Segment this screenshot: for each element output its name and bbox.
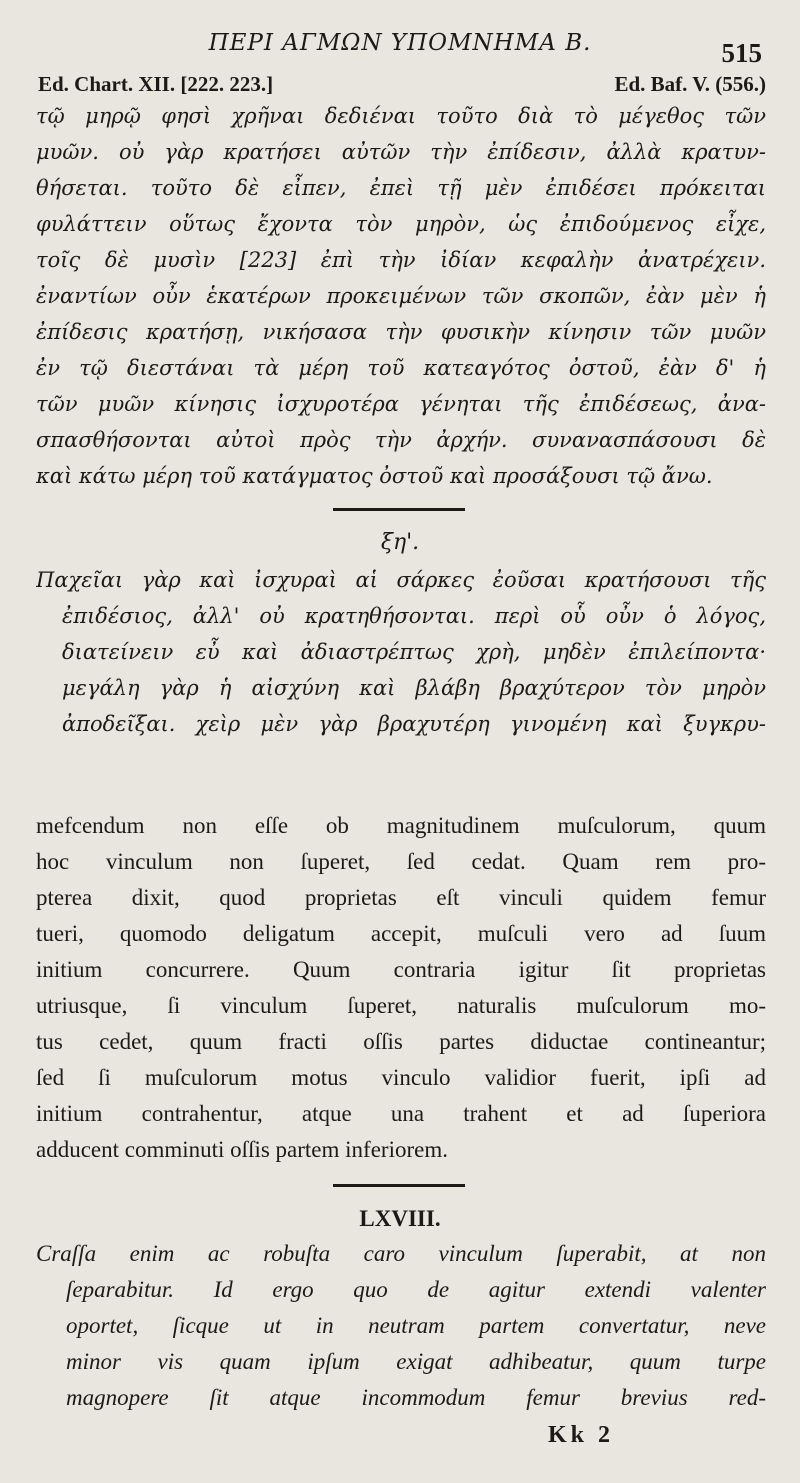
greek-line: ἀποδεῖξαι. χεὶρ μὲν γὰρ βραχυτέρη γινομένη καὶ ξυγκρυ- [62, 712, 766, 736]
edition-reference-right: Ed. Baf. V. (556.) [614, 72, 766, 96]
latin-line: minor vis quam ipſum exigat adhibeatur, quum turpe [66, 1349, 766, 1374]
running-title: ΠΕΡΙ ΑΓΜΩΝ ΥΠΟΜΝΗΜΑ Β. [208, 30, 592, 56]
greek-line: μυῶν. οὐ γὰρ κρατήσει αὐτῶν τὴν ἐπίδεσιν, ἀλλὰ κρατυν- [36, 140, 766, 164]
greek-commentary-text [36, 98, 766, 494]
greek-line: ἐν τῷ διεστάναι τὰ μέρη τοῦ κατεαγότος ὀστοῦ, ἐὰν δ' ἡ [36, 356, 766, 380]
greek-line: σπασθήσονται αὐτοὶ πρὸς τὴν ἀρχήν. συνανασπάσουσι δὲ [36, 428, 766, 452]
greek-line: ἐπίδεσις κρατήσῃ, νικήσασα τὴν φυσικὴν κίνησιν τῶν μυῶν [36, 320, 766, 344]
greek-line: τῶν μυῶν κίνησις ἰσχυροτέρα γένηται τῆς ἐπιδέσεως, ἀνα- [36, 392, 766, 416]
greek-aphorism-text [36, 562, 766, 742]
latin-commentary-text [36, 808, 766, 1168]
latin-aphorism-text [36, 1236, 766, 1416]
greek-line: Παχεῖαι γὰρ καὶ ἰσχυραὶ αἱ σάρκες ἐοῦσαι κρατήσουσι τῆς [36, 568, 766, 592]
latin-line: initium concurrere. Quum contraria igitur ſit proprietas [36, 957, 766, 982]
latin-line: pterea dixit, quod proprietas eſt vinculi quidem femur [36, 885, 766, 910]
greek-line: μεγάλη γὰρ ἡ αἰσχύνη καὶ βλάβη βραχύτερον τὸν μηρὸν [62, 676, 766, 700]
latin-line: mefcendum non eſſe ob magnitudinem muſculorum, quum [36, 813, 766, 838]
latin-line: ſeparabitur. Id ergo quo de agitur extendi valenter [66, 1277, 766, 1302]
latin-line: tus cedet, quum fracti oſſis partes diductae contineantur; [36, 1029, 766, 1054]
greek-section-number: ξη'. [380, 530, 420, 555]
latin-line: tueri, quomodo deligatum accepit, muſculi vero ad ſuum [36, 921, 766, 946]
latin-line: adducent comminuti oſſis partem inferiorem. [36, 1137, 448, 1162]
signature-mark: Kk 2 [548, 1422, 615, 1448]
latin-line: hoc vinculum non ſuperet, ſed cedat. Quam rem pro- [36, 849, 766, 874]
section-divider [333, 508, 465, 511]
latin-line: initium contrahentur, atque una trahent et ad ſuperiora [36, 1101, 766, 1126]
greek-line: ἐπιδέσιος, ἀλλ' οὐ κρατηθήσονται. περὶ οὗ οὖν ὁ λόγος, [62, 604, 766, 628]
edition-reference-left: Ed. Chart. XII. [222. 223.] [38, 72, 274, 96]
latin-line: oportet, ſicque ut in neutram partem convertatur, neve [66, 1313, 766, 1338]
latin-line: utriusque, ſi vinculum ſuperet, naturalis muſculorum mo- [36, 993, 766, 1018]
greek-line: διατείνειν εὖ καὶ ἀδιαστρέπτως χρὴ, μηδὲν ἐπιλείποντα· [62, 640, 766, 664]
greek-line: τοῖς δὲ μυσὶν [223] ἐπὶ τὴν ἰδίαν κεφαλὴν ἀνατρέχειν. [36, 248, 766, 272]
greek-line: ἐναντίων οὖν ἑκατέρων προκειμένων τῶν σκοπῶν, ἐὰν μὲν ἡ [36, 284, 766, 308]
greek-line: φυλάττειν οὕτως ἔχοντα τὸν μηρὸν, ὡς ἐπιδούμενος εἶχε, [36, 212, 766, 236]
latin-line: magnopere ſit atque incommodum femur brevius red- [66, 1385, 766, 1410]
section-divider [333, 1184, 465, 1187]
latin-section-number: LXVIII. [359, 1206, 441, 1231]
page-number: 515 [721, 38, 762, 68]
greek-line: τῷ μηρῷ φησὶ χρῆναι δεδιέναι τοῦτο διὰ τὸ μέγεθος τῶν [36, 104, 766, 128]
greek-line: θήσεται. τοῦτο δὲ εἶπεν, ἐπεὶ τῇ μὲν ἐπιδέσει πρόκειται [36, 176, 766, 200]
greek-line: καὶ κάτω μέρη τοῦ κατάγματος ὀστοῦ καὶ προσάξουσι τῷ ἄνω. [36, 464, 713, 488]
latin-line: Craſſa enim ac robuſta caro vinculum ſuperabit, at non [36, 1241, 766, 1266]
latin-line: ſed ſi muſculorum motus vinculo validior fuerit, ipſi ad [36, 1065, 766, 1090]
